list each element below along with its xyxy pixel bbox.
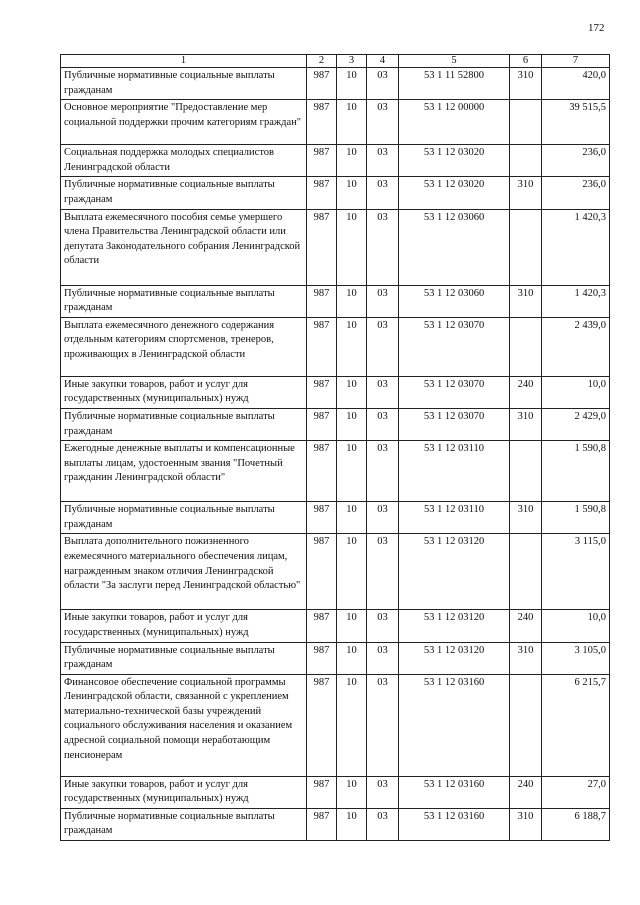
cell-sum: 10,0	[542, 376, 610, 408]
table-row	[61, 502, 610, 534]
cell-csr: 53 1 12 03060	[399, 285, 510, 317]
cell-csr: 53 1 11 52800	[399, 68, 510, 100]
cell-vr: 240	[510, 610, 542, 642]
table-row	[61, 100, 610, 145]
column-header-vr: 6	[510, 55, 542, 68]
table-row	[61, 808, 610, 840]
cell-ved: 987	[307, 610, 337, 642]
cell-rz: 10	[337, 441, 367, 502]
cell-csr: 53 1 12 03070	[399, 376, 510, 408]
cell-sum: 420,0	[542, 68, 610, 100]
cell-vr	[510, 145, 542, 177]
table-row	[61, 674, 610, 776]
column-header-rz: 3	[337, 55, 367, 68]
cell-pr: 03	[367, 441, 399, 502]
cell-rz: 10	[337, 534, 367, 610]
cell-ved: 987	[307, 408, 337, 440]
cell-csr: 53 1 12 00000	[399, 100, 510, 145]
cell-name: Выплата дополнительного пожизненного ежемесячного материального обеспечения лицам, награжденным знаком отличия Ленинградской области "За заслуги перед Ленинградской областью"	[61, 534, 307, 610]
column-header-sum: 7	[542, 55, 610, 68]
cell-pr: 03	[367, 674, 399, 776]
table-header-row	[61, 55, 610, 68]
cell-sum: 3 105,0	[542, 642, 610, 674]
column-header-csr: 5	[399, 55, 510, 68]
cell-ved: 987	[307, 502, 337, 534]
table-row	[61, 177, 610, 209]
cell-csr: 53 1 12 03120	[399, 534, 510, 610]
cell-csr: 53 1 12 03020	[399, 145, 510, 177]
cell-ved: 987	[307, 808, 337, 840]
cell-vr	[510, 534, 542, 610]
cell-ved: 987	[307, 177, 337, 209]
cell-name: Публичные нормативные социальные выплаты гражданам	[61, 642, 307, 674]
cell-name: Социальная поддержка молодых специалистов Ленинградской области	[61, 145, 307, 177]
cell-pr: 03	[367, 285, 399, 317]
column-header-pr: 4	[367, 55, 399, 68]
cell-sum: 1 420,3	[542, 209, 610, 285]
cell-ved: 987	[307, 674, 337, 776]
cell-csr: 53 1 12 03110	[399, 502, 510, 534]
cell-rz: 10	[337, 145, 367, 177]
cell-ved: 987	[307, 100, 337, 145]
table-row	[61, 408, 610, 440]
cell-sum: 3 115,0	[542, 534, 610, 610]
cell-sum: 39 515,5	[542, 100, 610, 145]
cell-pr: 03	[367, 68, 399, 100]
cell-csr: 53 1 12 03060	[399, 209, 510, 285]
budget-table	[60, 54, 610, 841]
table-row	[61, 209, 610, 285]
cell-name: Финансовое обеспечение социальной программы Ленинградской области, связанной с укреплением материально-технической базы учреждений социального обслуживания населения и оказанием адресной социальной помощи неработающим пенсионерам	[61, 674, 307, 776]
cell-rz: 10	[337, 642, 367, 674]
cell-csr: 53 1 12 03120	[399, 642, 510, 674]
cell-name: Публичные нормативные социальные выплаты гражданам	[61, 177, 307, 209]
cell-csr: 53 1 12 03160	[399, 808, 510, 840]
table-row	[61, 610, 610, 642]
cell-rz: 10	[337, 177, 367, 209]
table-row	[61, 68, 610, 100]
cell-pr: 03	[367, 376, 399, 408]
cell-rz: 10	[337, 68, 367, 100]
cell-name: Публичные нормативные социальные выплаты гражданам	[61, 502, 307, 534]
cell-name: Выплата ежемесячного денежного содержания отдельным категориям спортсменов, тренеров, проживающих в Ленинградской области	[61, 317, 307, 376]
table-row	[61, 376, 610, 408]
cell-vr	[510, 209, 542, 285]
cell-vr: 240	[510, 376, 542, 408]
table-row	[61, 285, 610, 317]
cell-name: Иные закупки товаров, работ и услуг для государственных (муниципальных) нужд	[61, 776, 307, 808]
table-row	[61, 317, 610, 376]
cell-ved: 987	[307, 776, 337, 808]
cell-pr: 03	[367, 408, 399, 440]
cell-pr: 03	[367, 209, 399, 285]
table-row	[61, 441, 610, 502]
cell-csr: 53 1 12 03070	[399, 317, 510, 376]
cell-sum: 10,0	[542, 610, 610, 642]
cell-sum: 1 590,8	[542, 441, 610, 502]
cell-name: Публичные нормативные социальные выплаты гражданам	[61, 408, 307, 440]
cell-pr: 03	[367, 534, 399, 610]
cell-sum: 236,0	[542, 177, 610, 209]
cell-ved: 987	[307, 145, 337, 177]
cell-pr: 03	[367, 317, 399, 376]
cell-ved: 987	[307, 441, 337, 502]
cell-vr	[510, 674, 542, 776]
cell-csr: 53 1 12 03160	[399, 674, 510, 776]
cell-rz: 10	[337, 285, 367, 317]
cell-ved: 987	[307, 376, 337, 408]
cell-pr: 03	[367, 177, 399, 209]
cell-name: Иные закупки товаров, работ и услуг для государственных (муниципальных) нужд	[61, 376, 307, 408]
cell-vr: 310	[510, 68, 542, 100]
table-row	[61, 145, 610, 177]
column-header-name: 1	[61, 55, 307, 68]
table-row	[61, 534, 610, 610]
cell-name: Ежегодные денежные выплаты и компенсационные выплаты лицам, удостоенным звания "Почетный гражданин Ленинградской области"	[61, 441, 307, 502]
cell-csr: 53 1 12 03160	[399, 776, 510, 808]
cell-sum: 2 439,0	[542, 317, 610, 376]
cell-rz: 10	[337, 776, 367, 808]
cell-vr: 310	[510, 642, 542, 674]
cell-vr: 310	[510, 177, 542, 209]
cell-rz: 10	[337, 100, 367, 145]
cell-pr: 03	[367, 610, 399, 642]
cell-pr: 03	[367, 776, 399, 808]
cell-sum: 1 420,3	[542, 285, 610, 317]
cell-rz: 10	[337, 808, 367, 840]
cell-vr: 310	[510, 808, 542, 840]
cell-rz: 10	[337, 209, 367, 285]
cell-csr: 53 1 12 03020	[399, 177, 510, 209]
table-row	[61, 642, 610, 674]
cell-ved: 987	[307, 209, 337, 285]
cell-ved: 987	[307, 317, 337, 376]
cell-name: Публичные нормативные социальные выплаты гражданам	[61, 285, 307, 317]
cell-rz: 10	[337, 502, 367, 534]
cell-pr: 03	[367, 642, 399, 674]
cell-sum: 27,0	[542, 776, 610, 808]
cell-pr: 03	[367, 100, 399, 145]
cell-rz: 10	[337, 376, 367, 408]
cell-rz: 10	[337, 610, 367, 642]
page-number: 172	[588, 22, 605, 34]
cell-pr: 03	[367, 808, 399, 840]
cell-csr: 53 1 12 03070	[399, 408, 510, 440]
cell-rz: 10	[337, 408, 367, 440]
cell-rz: 10	[337, 674, 367, 776]
cell-ved: 987	[307, 642, 337, 674]
cell-name: Публичные нормативные социальные выплаты гражданам	[61, 808, 307, 840]
cell-sum: 1 590,8	[542, 502, 610, 534]
cell-vr: 310	[510, 408, 542, 440]
cell-ved: 987	[307, 285, 337, 317]
cell-csr: 53 1 12 03110	[399, 441, 510, 502]
cell-sum: 6 188,7	[542, 808, 610, 840]
column-header-ved: 2	[307, 55, 337, 68]
cell-vr	[510, 317, 542, 376]
table-row	[61, 776, 610, 808]
cell-vr: 240	[510, 776, 542, 808]
cell-pr: 03	[367, 502, 399, 534]
cell-vr	[510, 441, 542, 502]
cell-name: Иные закупки товаров, работ и услуг для государственных (муниципальных) нужд	[61, 610, 307, 642]
cell-name: Выплата ежемесячного пособия семье умершего члена Правительства Ленинградской области или депутата Законодательного собрания Ленинградской области	[61, 209, 307, 285]
cell-sum: 6 215,7	[542, 674, 610, 776]
cell-sum: 2 429,0	[542, 408, 610, 440]
cell-rz: 10	[337, 317, 367, 376]
cell-sum: 236,0	[542, 145, 610, 177]
cell-csr: 53 1 12 03120	[399, 610, 510, 642]
cell-vr: 310	[510, 285, 542, 317]
cell-vr	[510, 100, 542, 145]
cell-pr: 03	[367, 145, 399, 177]
cell-ved: 987	[307, 68, 337, 100]
cell-ved: 987	[307, 534, 337, 610]
cell-name: Основное мероприятие "Предоставление мер социальной поддержки прочим категориям граждан"	[61, 100, 307, 145]
cell-name: Публичные нормативные социальные выплаты гражданам	[61, 68, 307, 100]
cell-vr: 310	[510, 502, 542, 534]
